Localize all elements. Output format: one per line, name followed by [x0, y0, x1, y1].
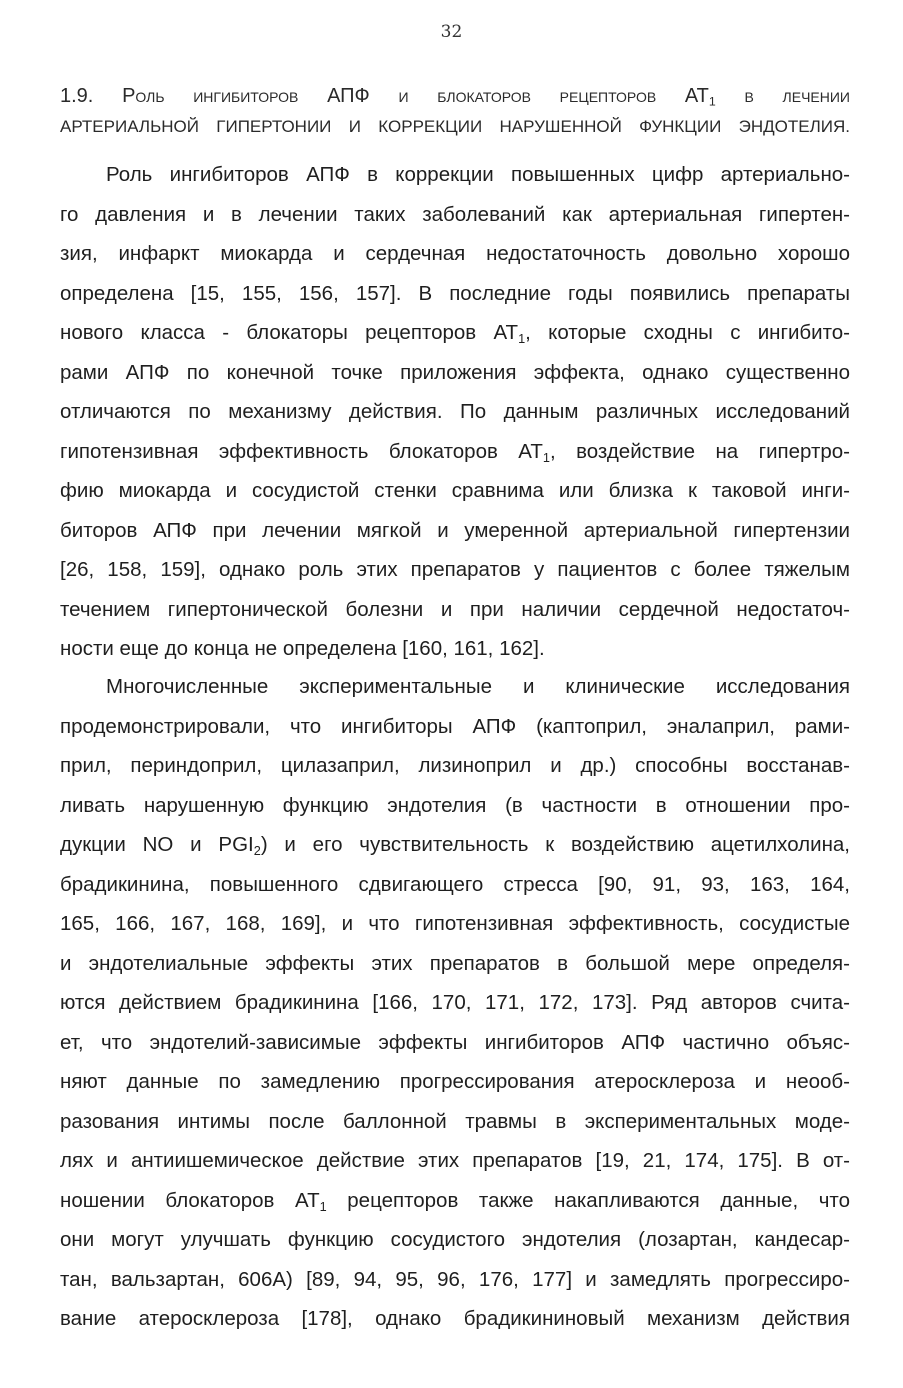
text-line: гипотензивная эффективность блокаторов $АТ_1$, воздействие на гипертро- — [60, 439, 850, 465]
text-line: го давления и в лечении таких заболеваний как артериальная гипертен- — [60, 202, 850, 226]
text-line: дукции NO и $PGI_2$) и его чувствительность к воздействию ацетилхолина, — [60, 833, 850, 858]
text-line: продемонстрировали, что ингибиторы АПФ (каптоприл, эналаприл, рами- — [60, 714, 850, 738]
text-line: ет, что эндотелий-зависимые эффекты ингибиторов АПФ частично объяс- — [60, 1030, 850, 1054]
text-line: нового класса - блокаторы рецепторов $АТ_1$, которые сходны с ингибито- — [60, 321, 850, 346]
text-line: Многочисленные экспериментальные и клинические исследования — [106, 675, 850, 698]
text-line: вание атеросклероза [178], однако брадикининовый механизм действия — [60, 1307, 850, 1330]
text-line: определена [15, 155, 156, 157]. В последние годы появились препараты — [60, 281, 850, 305]
text-line: рами АПФ по конечной точке приложения эффекта, однако существенно — [60, 360, 850, 384]
section-heading-line-2: АРТЕРИАЛЬНОЙ ГИПЕРТОНИИ И КОРРЕКЦИИ НАРУШЕННОЙ ФУНКЦИИ ЭНДОТЕЛИЯ. — [60, 117, 850, 136]
text-line: ности еще до конца не определена [160, 161, 162]. — [60, 637, 545, 660]
text-line: они могут улучшать функцию сосудистого эндотелия (лозартан, кандесар- — [60, 1228, 850, 1251]
text-line: Роль ингибиторов АПФ в коррекции повышенных цифр артериально- — [106, 163, 850, 186]
text-line: ются действием брадикинина [166, 170, 171, 172, 173]. Ряд авторов счита- — [60, 991, 850, 1014]
text-line: течением гипертонической болезни и при наличии сердечной недостаточ- — [60, 597, 850, 621]
text-line: и эндотелиальные эффекты этих препаратов в большой мере определя- — [60, 951, 850, 975]
section-heading — [60, 80, 850, 142]
text-line: 165, 166, 167, 168, 169], и что гипотензивная эффективность, сосудистые — [60, 912, 850, 935]
section-heading-line-1: 1.9. Роль ингибиторов АПФ и блокаторов рецепторов $АТ_1$ в лечении — [60, 85, 850, 109]
text-line: тан, вальзартан, 606А) [89, 94, 95, 96, 176, 177] и замедлять прогрессиро- — [60, 1267, 850, 1291]
text-line: лях и антиишемическое действие этих препаратов [19, 21, 174, 175]. В от- — [60, 1149, 850, 1172]
text-line: ношении блокаторов $АТ_1$ рецепторов также накапливаются данные, что — [60, 1188, 850, 1214]
text-line: [26, 158, 159], однако роль этих препаратов у пациентов с более тяжелым — [60, 558, 850, 581]
paragraph-2 — [60, 667, 850, 1339]
paragraph-1 — [60, 155, 850, 669]
text-line: няют данные по замедлению прогрессирования атеросклероза и неооб- — [60, 1070, 850, 1093]
text-line: фию миокарда и сосудистой стенки сравнима или близка к таковой инги- — [60, 479, 850, 502]
text-line: брадикинина, повышенного сдвигающего стресса [90, 91, 93, 163, 164, — [60, 872, 850, 896]
text-line: ливать нарушенную функцию эндотелия (в частности в отношении про- — [60, 793, 850, 817]
page-number: 32 — [440, 22, 463, 42]
text-line: разования интимы после баллонной травмы в экспериментальных моде- — [60, 1109, 850, 1133]
text-line: прил, периндоприл, цилазаприл, лизиноприл и др.) способны восстанав- — [60, 754, 850, 777]
text-line: зия, инфаркт миокарда и сердечная недостаточность довольно хорошо — [60, 242, 850, 265]
text-line: биторов АПФ при лечении мягкой и умеренной артериальной гипертензии — [60, 518, 850, 542]
text-line: отличаются по механизму действия. По данным различных исследований — [60, 400, 850, 423]
